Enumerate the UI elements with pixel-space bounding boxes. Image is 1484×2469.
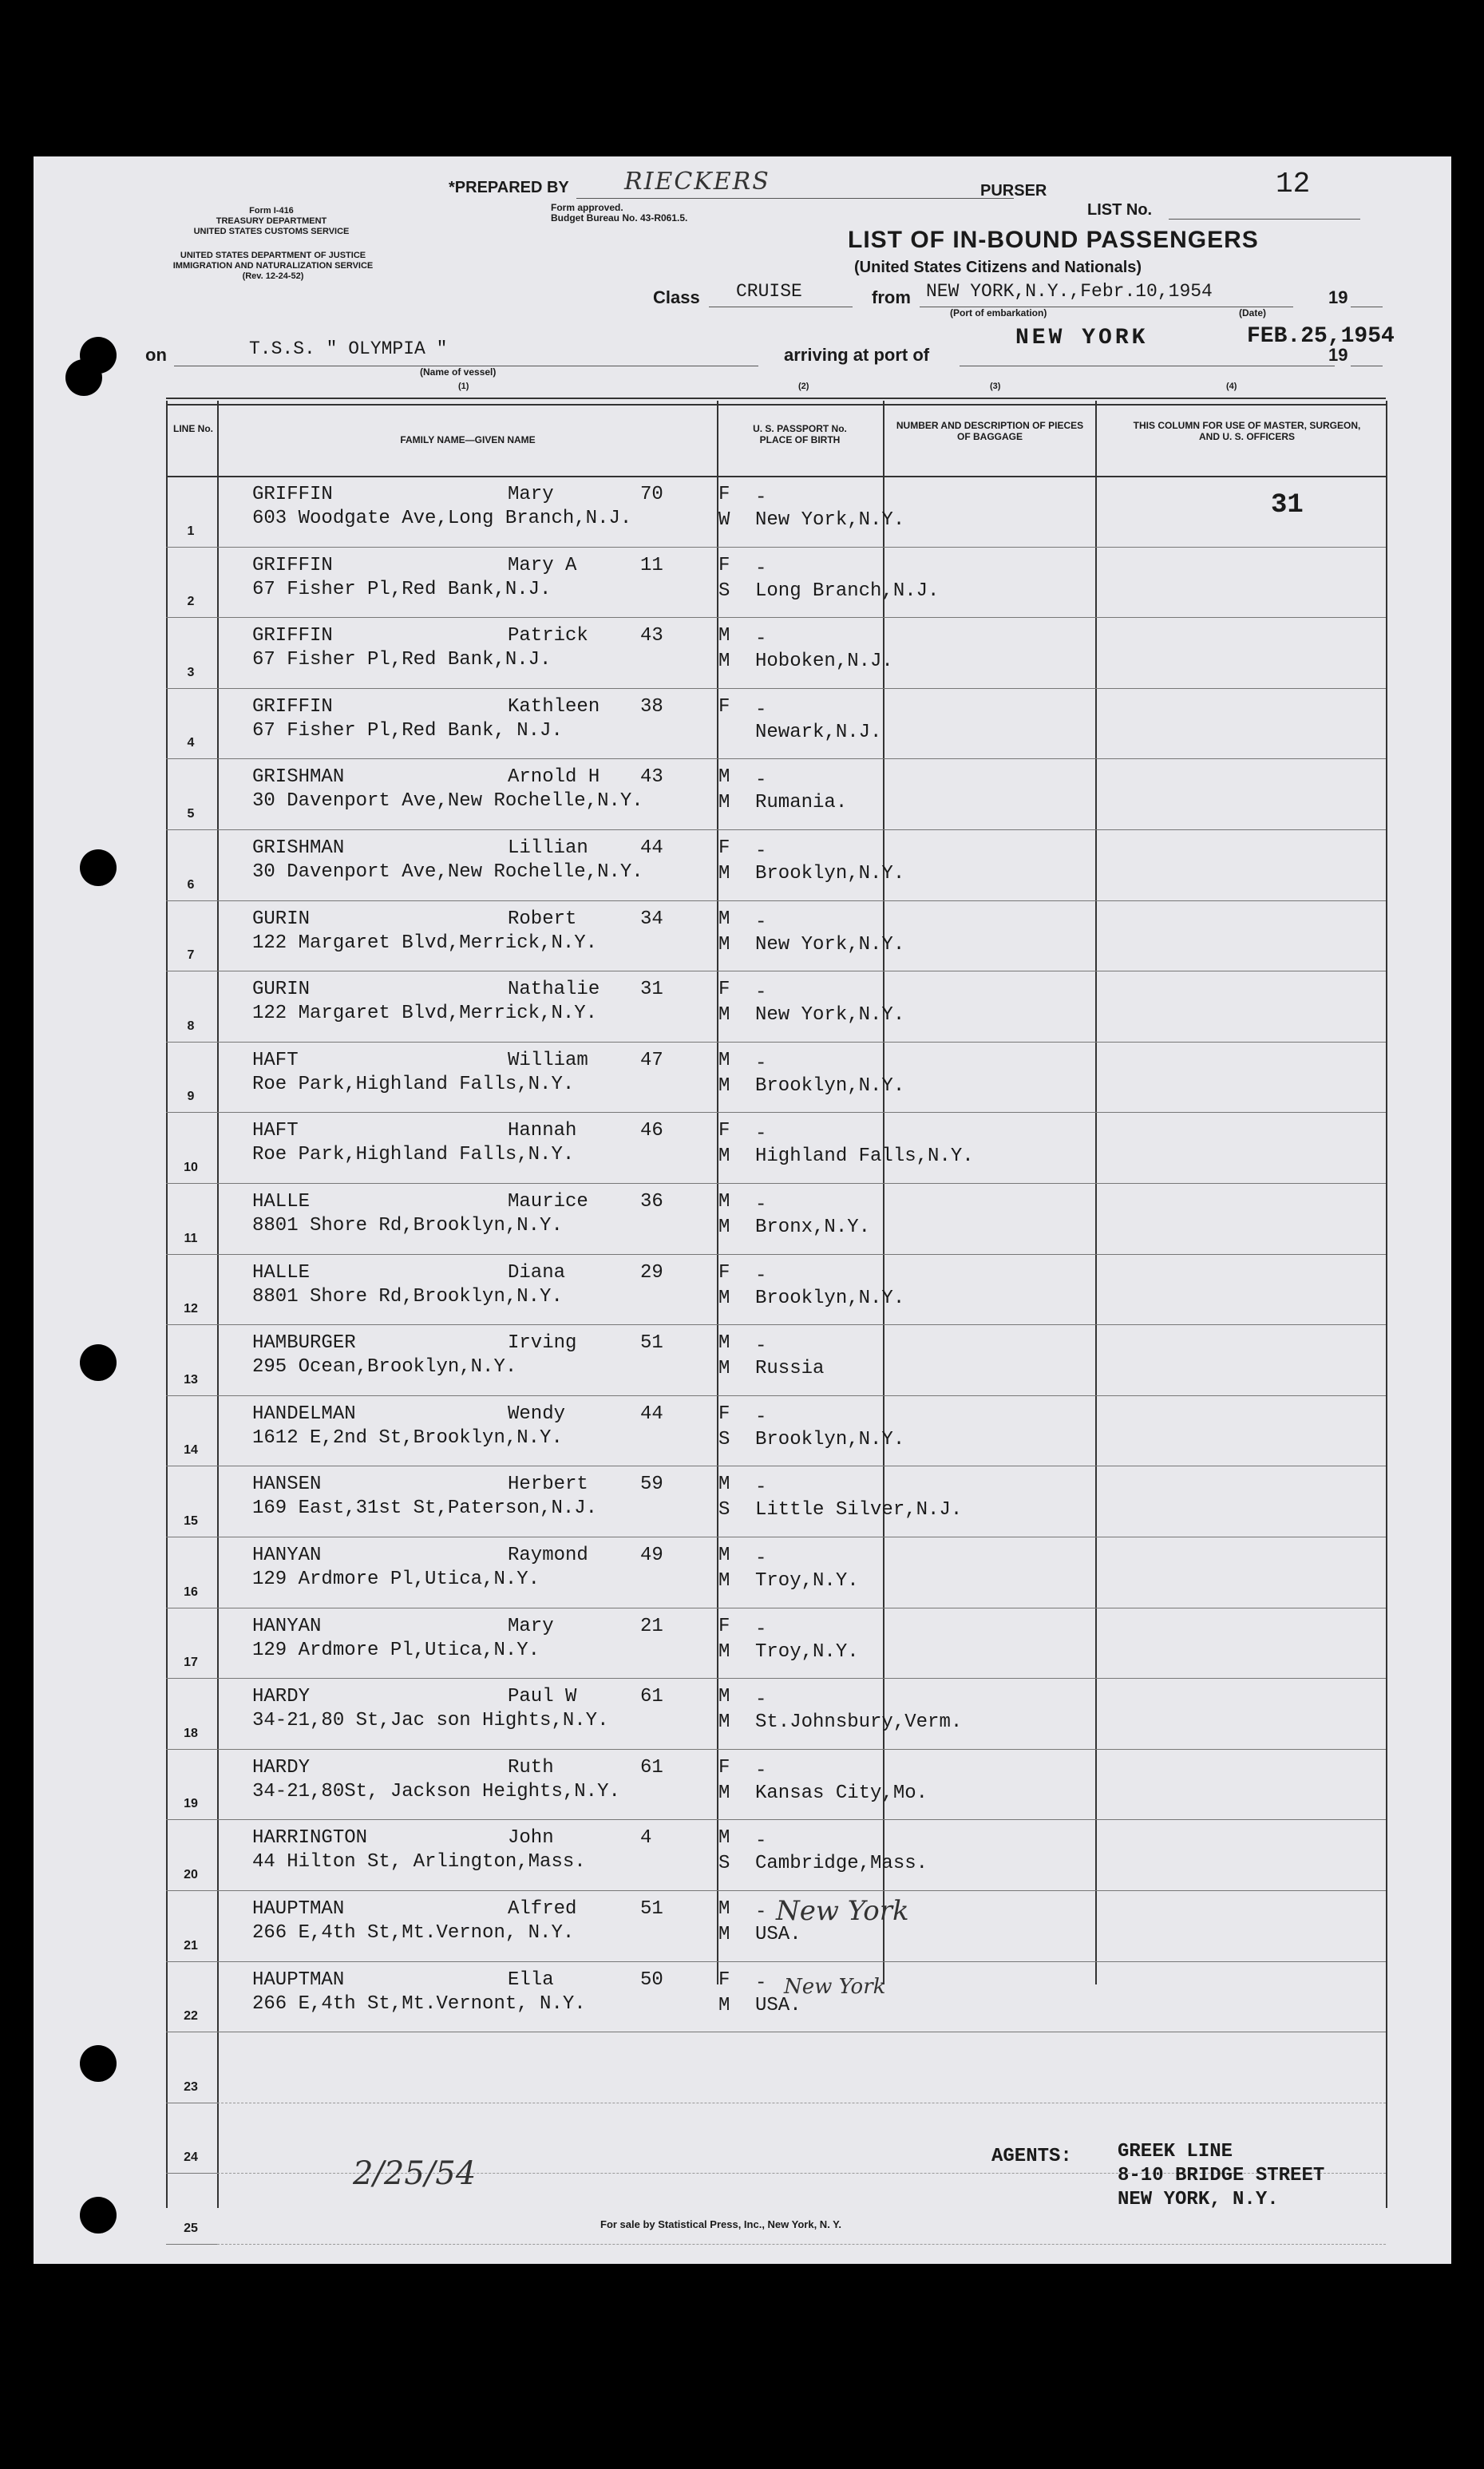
age: 21 [640,1615,663,1637]
row-divider [217,829,1386,830]
passport-dash: - [755,1477,767,1499]
sex: F [718,837,730,859]
age: 49 [640,1545,663,1566]
passport-dash: - [755,628,767,651]
line-number: 19 [184,1797,198,1811]
address: 30 Davenport Ave,New Rochelle,N.Y. [252,861,643,883]
family-name: GURIN [252,979,311,1001]
age: 29 [640,1261,663,1284]
class-label: Class [653,287,700,307]
family-name: HALLE [252,1261,311,1284]
line-tick [166,1678,217,1679]
given-name: Mary [508,484,554,505]
family-name: GRIFFIN [252,554,333,576]
line-number: 6 [187,877,195,892]
sex: F [718,1756,730,1779]
family-name: GURIN [252,908,311,930]
address: 67 Fisher Pl,Red Bank,N.J. [252,578,552,600]
place-of-birth: Troy,N.Y. [755,1640,859,1663]
place-of-birth: New York,N.Y. [755,933,905,956]
address: 169 East,31st St,Paterson,N.J. [252,1498,598,1520]
sex: F [718,695,730,718]
row-divider [217,1890,1386,1891]
from-label: from [872,287,911,307]
marital-status: M [718,863,730,884]
marital-status: M [718,1145,730,1168]
line-number: 10 [184,1161,198,1174]
col-header-name: FAMILY NAME—GIVEN NAME [400,434,536,445]
row-divider [217,547,1386,548]
age: 46 [640,1120,663,1142]
row-divider [217,1254,1386,1255]
sex: M [718,1191,730,1213]
sex: F [718,1615,730,1637]
marital-status: M [718,1074,730,1097]
sex: F [718,1968,730,1991]
purser-label: PURSER [980,182,1047,200]
row-divider [217,1961,1386,1962]
line-number: 15 [184,1514,198,1528]
address: 1612 E,2nd St,Brooklyn,N.Y. [252,1426,563,1449]
family-name: GRISHMAN [252,837,345,859]
family-name: GRIFFIN [252,625,333,647]
passport-dash: - [755,1123,767,1145]
family-name: GRIFFIN [252,695,333,718]
row-divider [217,1112,1386,1113]
place-of-birth: Highland Falls,N.Y. [755,1145,974,1168]
sex: F [718,979,730,1001]
sex: F [718,484,730,505]
line-number: 16 [184,1585,198,1599]
place-of-birth: USA. [755,1924,801,1945]
line-tick [166,2244,217,2245]
handwritten-birth-22: New York [784,1975,886,1999]
place-of-birth: USA. [755,1994,801,2016]
marital-status: M [718,1782,730,1804]
vessel-caption: (Name of vessel) [420,366,497,378]
address: 34-21,80St, Jackson Heights,N.Y. [252,1780,620,1802]
line-number: 11 [184,1231,198,1245]
line-tick [166,900,217,901]
address: 122 Margaret Blvd,Merrick,N.Y. [252,932,598,954]
line-tick [166,617,217,618]
form-title: LIST OF IN-BOUND PASSENGERS [848,227,1259,253]
given-name: Mary [508,1615,554,1637]
punch-hole [65,359,102,396]
place-of-birth: Cambridge,Mass. [755,1853,928,1875]
row-divider [217,1749,1386,1750]
given-name: John [508,1827,554,1850]
address: Roe Park,Highland Falls,N.Y. [252,1144,575,1166]
given-name: Paul W [508,1686,577,1708]
line-tick [166,547,217,548]
address: 266 E,4th St,Mt.Vernon, N.Y. [252,1922,575,1944]
marital-status: M [718,1994,730,2016]
sex: M [718,766,730,789]
prepared-by-value: RIECKERS [624,168,770,196]
given-name: Nathalie [508,979,600,1001]
row-divider [217,1395,1386,1396]
agents-line-3: NEW YORK, N.Y. [1118,2189,1279,2210]
row-divider [217,2244,1386,2245]
col-header-passport: U. S. PASSPORT No. PLACE OF BIRTH [753,423,847,445]
row-divider [217,1042,1386,1043]
family-name: HAMBURGER [252,1332,356,1355]
place-of-birth: Long Branch,N.J. [755,580,940,602]
marital-status: M [718,1570,730,1592]
row-divider [217,688,1386,689]
passport-dash: - [755,1335,767,1358]
age: 44 [640,1403,663,1425]
passenger-list-form [34,156,1451,2264]
punch-hole [80,2328,117,2364]
address: 266 E,4th St,Mt.Vernont, N.Y. [252,1992,586,2015]
sex: M [718,1545,730,1566]
line-tick [166,1324,217,1325]
line-number: 24 [184,2150,198,2165]
line-tick [166,1183,217,1184]
address: 295 Ocean,Brooklyn,N.Y. [252,1356,517,1379]
given-name: Herbert [508,1474,588,1496]
given-name: Irving [508,1332,577,1355]
address: 129 Ardmore Pl,Utica,N.Y. [252,1639,540,1661]
given-name: William [508,1049,588,1071]
sex: M [718,1049,730,1071]
year-label: 19 [1328,287,1348,307]
family-name: HALLE [252,1191,311,1213]
form-block: Form I-416 TREASURY DEPARTMENT UNITED STATES CUSTOMS SERVICE [193,206,350,236]
passport-dash: - [755,1689,767,1711]
arriving-date: FEB.25,1954 [1247,324,1395,349]
place-of-birth: Troy,N.Y. [755,1570,859,1592]
marital-status: M [718,1640,730,1663]
sex: F [718,1261,730,1284]
col-num-3: (3) [990,382,1001,391]
passport-dash: - [755,1618,767,1640]
address: 67 Fisher Pl,Red Bank,N.J. [252,649,552,671]
place-of-birth: Kansas City,Mo. [755,1782,928,1804]
line-tick [166,1112,217,1113]
marital-status: S [718,1499,730,1521]
passport-dash: - [755,1194,767,1216]
marital-status: M [718,1358,730,1380]
address: Roe Park,Highland Falls,N.Y. [252,1073,575,1095]
row-divider [217,758,1386,759]
address: 122 Margaret Blvd,Merrick,N.Y. [252,1003,598,1025]
sex: M [718,908,730,930]
row-divider [217,1819,1386,1820]
marital-status: S [718,580,730,602]
col-header-officers: THIS COLUMN FOR USE OF MASTER, SURGEON, AND U. S. OFFICERS [1133,420,1361,442]
row-divider [217,900,1386,901]
given-name: Patrick [508,625,588,647]
agents-line-2: 8-10 BRIDGE STREET [1118,2165,1325,2186]
form-approved: Form approved. Budget Bureau No. 43-R061.5. [551,202,688,224]
form-subtitle: (United States Citizens and Nationals) [854,259,1142,276]
marital-status: M [718,792,730,814]
age: 50 [640,1968,663,1991]
line-number: 22 [184,2009,198,2024]
prepared-by-label: *PREPARED BY [449,179,569,196]
given-name: Maurice [508,1191,588,1213]
family-name: HANYAN [252,1545,322,1566]
passport-dash: - [755,1052,767,1074]
date-caption: (Date) [1239,307,1267,319]
arriving-port: NEW YORK [1015,326,1149,350]
age: 70 [640,484,663,505]
family-name: GRISHMAN [252,766,345,789]
given-name: Kathleen [508,695,600,718]
punch-hole [80,849,117,886]
line-tick [166,1395,217,1396]
handwritten-birth-21: New York [776,1895,909,1927]
footer-text: For sale by Statistical Press, Inc., New York, N. Y. [600,2218,842,2230]
punch-hole [80,2197,117,2234]
sex: M [718,1332,730,1355]
col-num-1: (1) [458,382,469,391]
line-number: 25 [184,2222,198,2235]
place-of-birth: St.Johnsbury,Verm. [755,1711,963,1734]
marital-status: M [718,1287,730,1309]
agents-line-1: GREEK LINE [1118,2141,1233,2162]
place-of-birth: New York,N.Y. [755,509,905,531]
age: 59 [640,1474,663,1496]
age: 61 [640,1756,663,1779]
age: 11 [640,554,663,576]
line-number: 23 [184,2079,198,2094]
address: 129 Ardmore Pl,Utica,N.Y. [252,1569,540,1590]
address: 8801 Shore Rd,Brooklyn,N.Y. [252,1215,563,1236]
age: 43 [640,766,663,789]
passport-dash: - [755,557,767,580]
family-name: HAFT [252,1120,299,1142]
family-name: HANYAN [252,1615,322,1637]
list-no-value: 12 [1276,168,1311,200]
year-label-2: 19 [1328,345,1348,365]
place-of-birth: Hoboken,N.J. [755,651,893,673]
punch-hole [80,2045,117,2082]
family-name: HANDELMAN [252,1403,356,1425]
place-of-birth: Russia [755,1358,825,1380]
marital-status: M [718,933,730,956]
address: 8801 Shore Rd,Brooklyn,N.Y. [252,1285,563,1308]
marital-status: M [718,1924,730,1945]
line-number: 12 [184,1302,198,1316]
col-header-line: LINE No. [173,423,213,434]
passport-dash: - [755,770,767,792]
family-name: HAUPTMAN [252,1968,345,1991]
from-value: NEW YORK,N.Y.,Febr.10,1954 [926,281,1213,302]
age: 47 [640,1049,663,1071]
address: 67 Fisher Pl,Red Bank, N.J. [252,719,563,742]
given-name: Mary A [508,554,577,576]
row-divider [217,617,1386,618]
sex: M [718,1474,730,1496]
address: 603 Woodgate Ave,Long Branch,N.J. [252,508,632,529]
given-name: Alfred [508,1898,577,1920]
given-name: Lillian [508,837,588,859]
age: 34 [640,908,663,930]
list-no-label: LIST No. [1087,201,1153,219]
punch-hole [80,1344,117,1381]
marital-status: M [718,651,730,673]
place-of-birth: Brooklyn,N.Y. [755,1074,905,1097]
given-name: Ella [508,1968,554,1991]
row-divider [217,1678,1386,1679]
col-num-2: (2) [798,382,809,391]
marital-status: M [718,1004,730,1027]
family-name: GRIFFIN [252,484,333,505]
marital-status: M [718,1217,730,1238]
age: 43 [640,625,663,647]
line-number: 3 [187,665,195,679]
family-name: HANSEN [252,1474,322,1496]
line-number: 1 [187,524,195,538]
age: 31 [640,979,663,1001]
age: 4 [640,1827,652,1850]
line-tick [166,1254,217,1255]
passport-dash: - [755,982,767,1004]
marital-status: S [718,1853,730,1875]
passport-dash: - [755,841,767,862]
line-number: 18 [184,1726,198,1740]
given-name: Wendy [508,1403,566,1425]
age: 51 [640,1332,663,1355]
col-header-baggage: NUMBER AND DESCRIPTION OF PIECES OF BAGGAGE [896,420,1084,442]
age: 38 [640,695,663,718]
passport-dash: - [755,1759,767,1782]
sex: F [718,554,730,576]
arriving-label: arriving at port of [784,345,930,365]
justice-block: UNITED STATES DEPARTMENT OF JUSTICE IMMIGRATION AND NATURALIZATION SERVICE (Rev. 12-24-52) [172,251,374,281]
line-number: 9 [187,1090,195,1104]
place-of-birth: Rumania. [755,792,848,814]
line-tick [166,1890,217,1891]
line-tick [166,688,217,689]
passport-dash: - [755,1830,767,1853]
line-number: 13 [184,1372,198,1387]
officer-count: 31 [1271,490,1304,520]
given-name: Diana [508,1261,566,1284]
place-of-birth: New York,N.Y. [755,1004,905,1027]
col-num-4: (4) [1226,382,1237,391]
line-number: 21 [184,1938,198,1953]
sex: M [718,1686,730,1708]
sex: M [718,1898,730,1920]
passport-dash: - [755,1548,767,1569]
row-divider [217,1324,1386,1325]
place-of-birth: Little Silver,N.J. [755,1499,963,1521]
passport-dash: - [755,1901,767,1923]
age: 61 [640,1686,663,1708]
line-tick [166,1749,217,1750]
family-name: HARRINGTON [252,1827,368,1850]
given-name: Raymond [508,1545,588,1566]
vessel-name: T.S.S. " OLYMPIA " [249,338,448,359]
passport-dash: - [755,487,767,508]
place-of-birth: Brooklyn,N.Y. [755,863,905,884]
line-tick [166,1961,217,1962]
family-name: HARDY [252,1756,311,1779]
line-number: 8 [187,1019,195,1033]
family-name: HARDY [252,1686,311,1708]
sex: M [718,625,730,647]
port-embarkation-caption: (Port of embarkation) [950,307,1047,319]
line-number: 20 [184,1868,198,1881]
agents-label: AGENTS: [991,2146,1072,2167]
given-name: Robert [508,908,577,930]
line-tick [166,2173,217,2174]
marital-status: M [718,1711,730,1734]
address: 44 Hilton St, Arlington,Mass. [252,1851,586,1874]
place-of-birth: Bronx,N.Y. [755,1217,871,1238]
given-name: Hannah [508,1120,577,1142]
age: 44 [640,837,663,859]
marital-status: S [718,1428,730,1450]
marital-status: W [718,509,730,531]
line-tick [166,1819,217,1820]
passport-dash: - [755,1972,767,1994]
sex: F [718,1120,730,1142]
family-name: HAUPTMAN [252,1898,345,1920]
address: 30 Davenport Ave,New Rochelle,N.Y. [252,790,643,813]
address: 34-21,80 St,Jac son Hights,N.Y. [252,1710,609,1732]
place-of-birth: Newark,N.J. [755,721,882,743]
line-number: 7 [187,948,195,963]
sex: M [718,1827,730,1850]
line-number: 17 [184,1656,198,1670]
line-tick [166,758,217,759]
place-of-birth: Brooklyn,N.Y. [755,1287,905,1309]
on-label: on [145,345,167,365]
row-divider [217,1183,1386,1184]
line-tick [166,1042,217,1043]
line-tick [166,829,217,830]
class-value: CRUISE [736,281,802,302]
age: 36 [640,1191,663,1213]
place-of-birth: Brooklyn,N.Y. [755,1428,905,1450]
passport-dash: - [755,698,767,721]
sex: F [718,1403,730,1425]
given-name: Ruth [508,1756,554,1779]
age: 51 [640,1898,663,1920]
family-name: HAFT [252,1049,299,1071]
line-number: 4 [187,736,195,750]
handwritten-signature-date: 2/25/54 [353,2155,477,2192]
line-number: 5 [187,807,195,821]
passport-dash: - [755,911,767,933]
line-number: 2 [187,595,195,609]
given-name: Arnold H [508,766,600,789]
passport-dash: - [755,1264,767,1287]
passport-dash: - [755,1406,767,1428]
line-number: 14 [184,1443,198,1458]
